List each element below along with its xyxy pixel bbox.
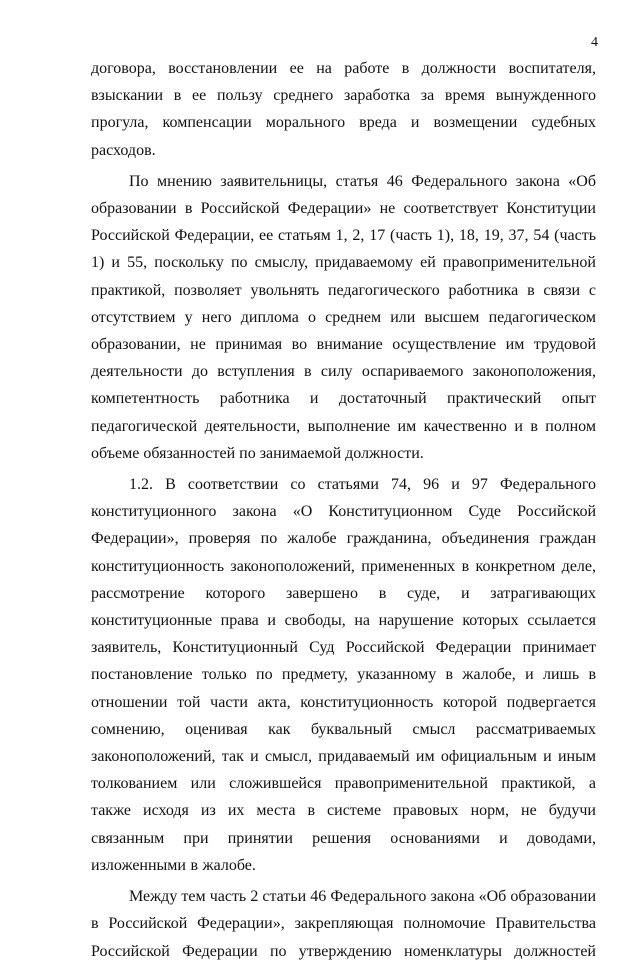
paragraph-article-46-part-2: Между тем часть 2 статьи 46 Федерального закона «Об образовании в Российской Федерации», закрепляющая полномочие Правительства Российской Федерации по утверждению номенклатуры должностей xyxy=(91,888,596,960)
document-body xyxy=(91,55,596,965)
paragraph-section-1-2: 1.2. В соответствии со статьями 74, 96 и 97 Федерального конституционного закона «О Конституционном Суде Российской Федерации», проверяя по жалобе гражданина, объединения граждан конституционность законоположений, примененных в конкретном деле, рассмотрение которого завершено в суде, и затрагивающих конституционные права и свободы, на нарушение которых ссылается заявитель, Конституционный Суд Российской Федерации принимает постановление только по предмету, указанному в жалобе, и лишь в отношении той части акта, конституционность которой подвергается сомнению, оценивая как буквальный смысл рассматриваемых законоположений, так и смысл, придаваемый им официальным и иным толкованием или сложившейся правоприменительной практикой, а также исходя из их места в системе правовых норм, не будучи связанным при принятии решения основаниями и доводами, изложенными в жалобе. xyxy=(91,476,596,874)
paragraph-applicant-position: По мнению заявительницы, статья 46 Федерального закона «Об образовании в Российской Федерации» не соответствует Конституции Российской Федерации, ее статьям 1, 2, 17 (часть 1), 18, 19, 37, 54 (часть 1) и 55, поскольку по смыслу, придаваемому ей правоприменительной практикой, позволяет увольнять педагогического работника в связи с отсутствием у него диплома о среднем или высшем педагогическом образовании, не принимая во внимание осуществление им трудовой деятельности до вступления в силу оспариваемого законоположения, компетентность работника и достаточный практический опыт педагогической деятельности, выполнение им качественно и в полном объеме обязанностей по занимаемой должности. xyxy=(91,172,596,462)
paragraph-continuation: договора, восстановлении ее на работе в должности воспитателя, взыскании в ее пользу среднего заработка за время вынужденного прогула, компенсации морального вреда и возмещении судебных расходов. xyxy=(91,60,596,159)
page-number: 4 xyxy=(591,35,598,50)
